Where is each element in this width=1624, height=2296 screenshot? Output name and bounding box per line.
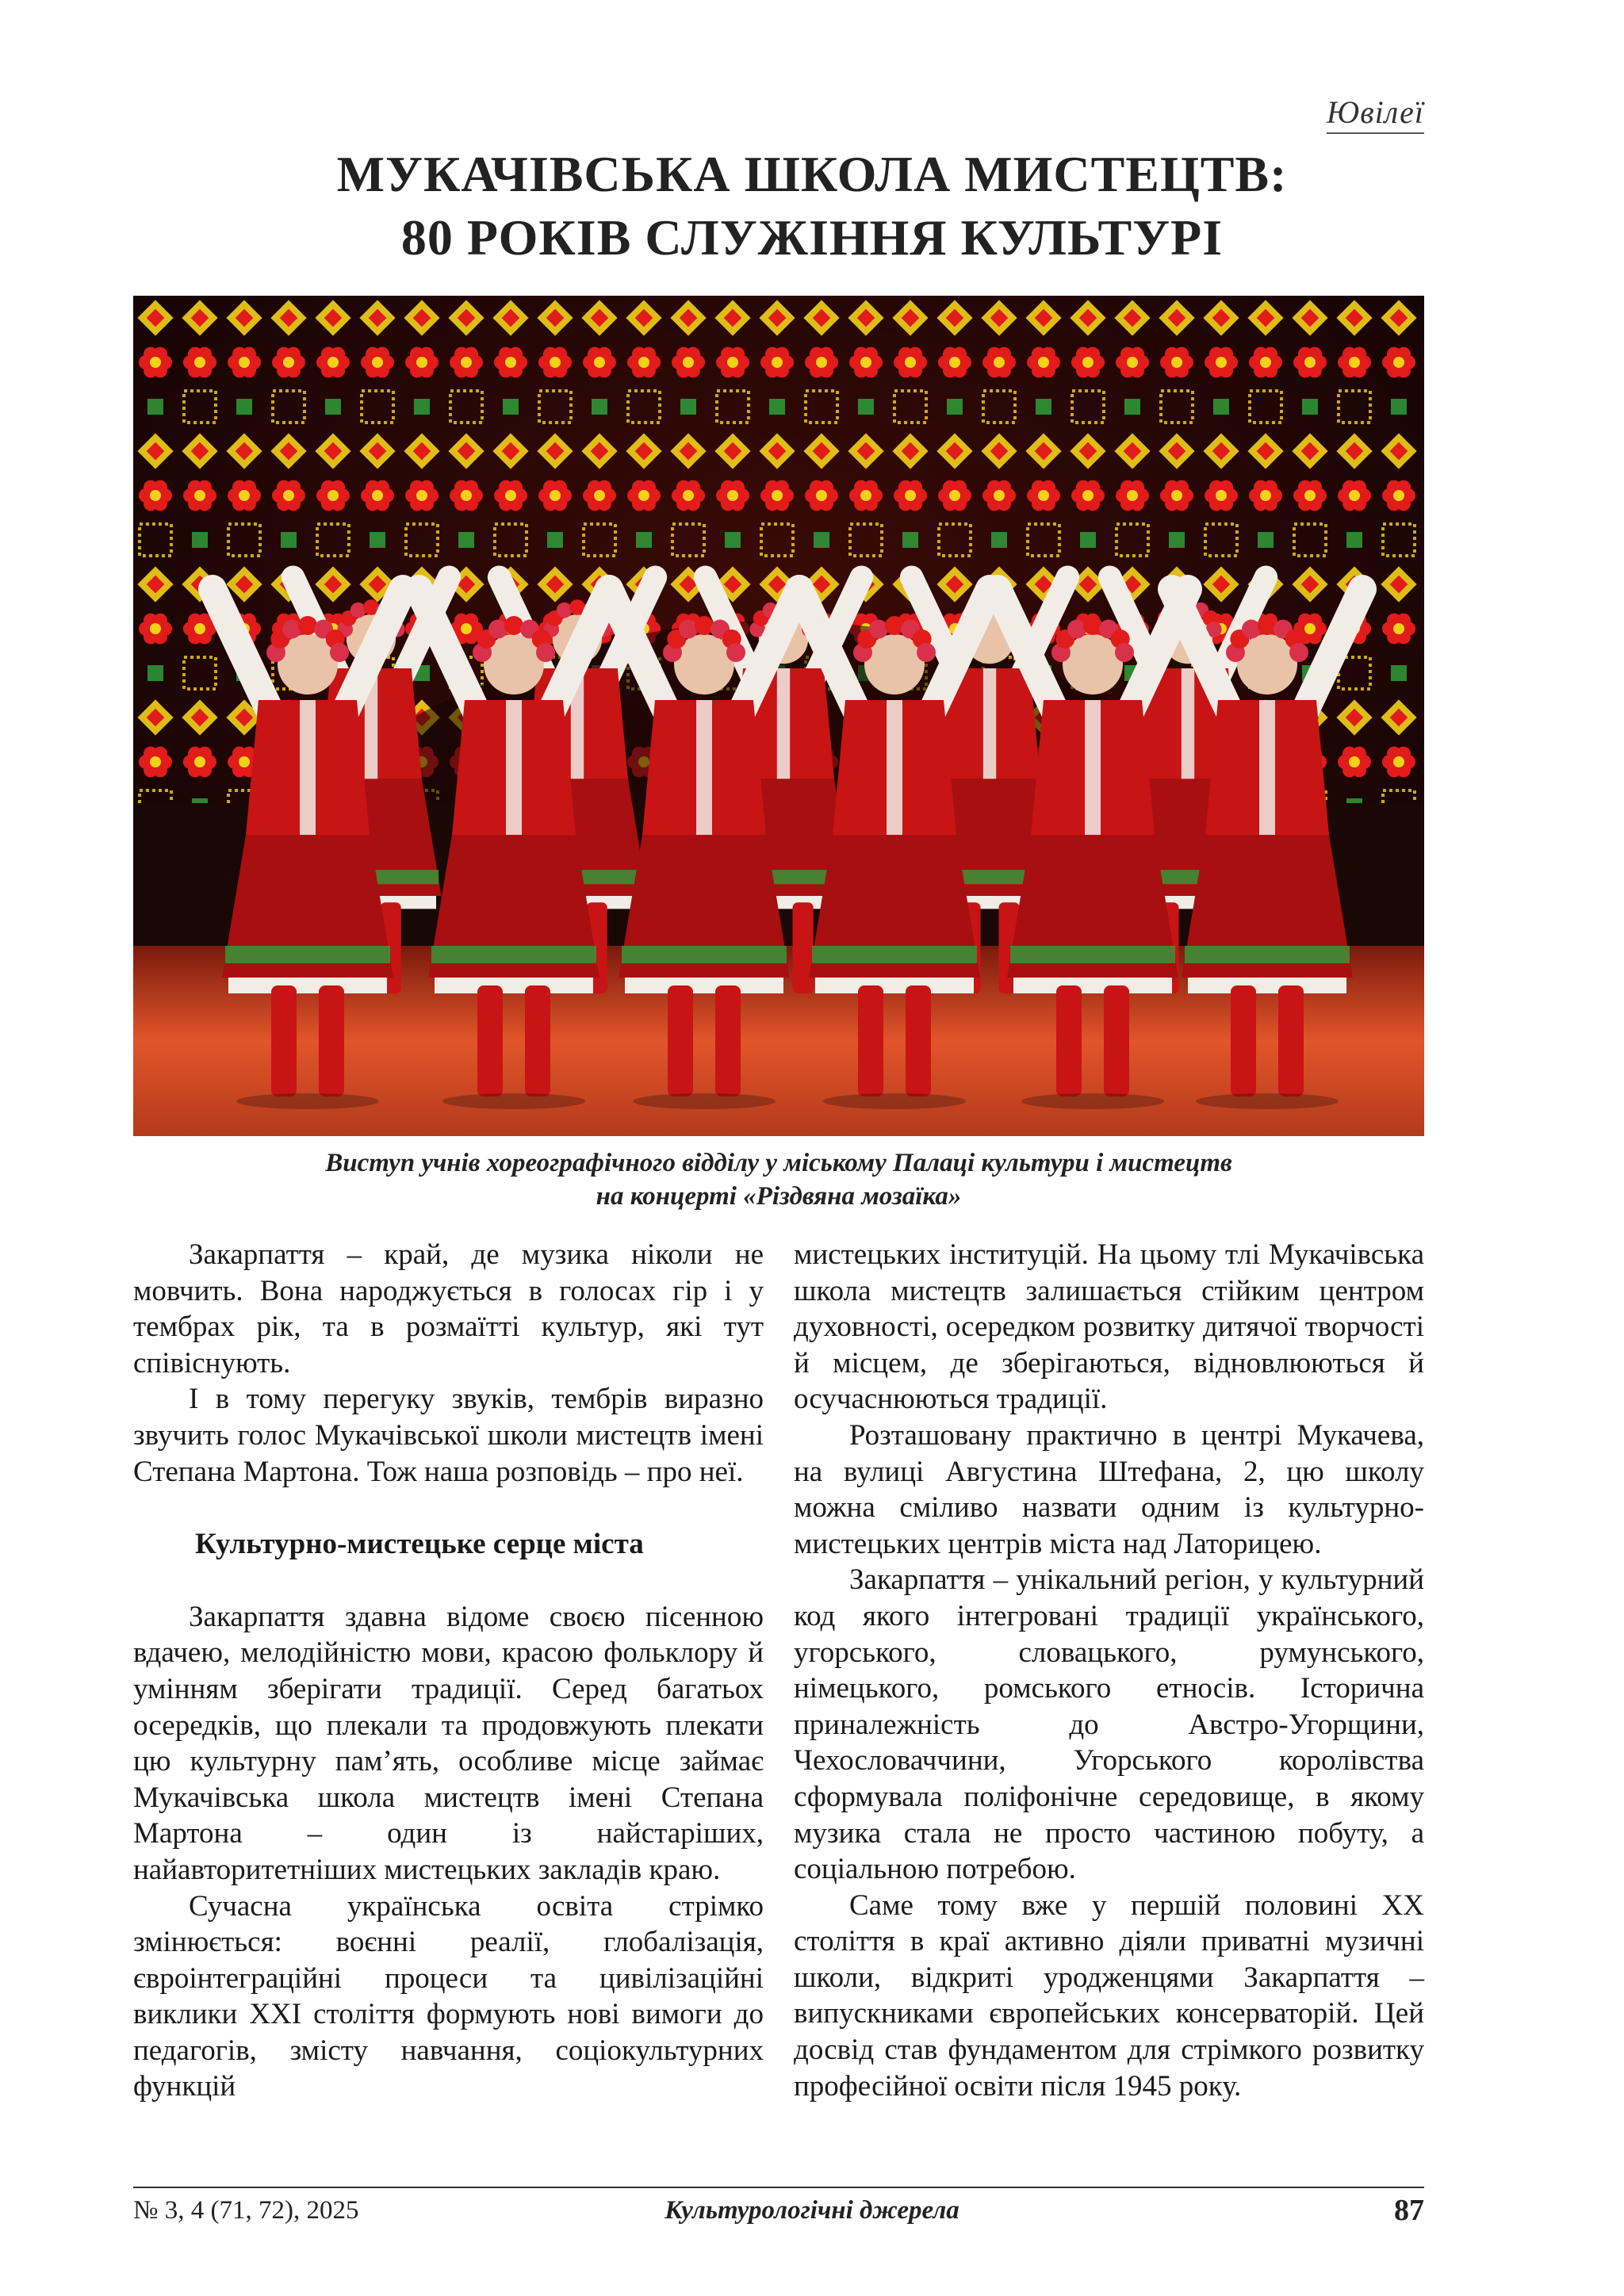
- caption-line-1: Виступ учнів хореографічного відділу у міському Палаці культури і мистецтв: [325, 1149, 1232, 1177]
- title-line-2: 80 РОКІВ СЛУЖІННЯ КУЛЬТУРІ: [400, 209, 1224, 266]
- paragraph: Розташовану практично в центрі Мукачева, на вулиці Августина Штефана, 2, цю школу можна сміливо назвати одним із культурно-мистецьких центрів міста над Латорицею.: [794, 1418, 1424, 1560]
- caption-line-2: на концерті «Різдвяна мозаїка»: [596, 1182, 962, 1211]
- article-title: [0, 143, 1624, 270]
- footer-issue: № 3, 4 (71, 72), 2025: [133, 2196, 359, 2225]
- photo-caption: [133, 1146, 1424, 1213]
- paragraph: Сучасна українська освіта стрімко змінюється: воєнні реалії, глобалізація, євроінтеграційні процеси та цивілізаційні виклики XXI століття формують нові вимоги до педагогів, змісту навчання, соціокультурних функцій: [133, 1889, 764, 2103]
- paragraph-continued: мистецьких інституцій. На цьому тлі Мукачівська школа мистецтв залишається стійким центром духовності, осередком розвитку дитячої творчості й місцем, де зберігаються, відновлюються й осучаснюються традиції.: [794, 1238, 1424, 1416]
- paragraph: Саме тому вже у першій половині XX століття в краї активно діяли приватні музичні школи, відкриті уродженцями Закарпаття – випускниками європейських консерваторій. Цей досвід став фундаментом для стрімкого розвитку професійної освіти після 1945 року.: [794, 1888, 1424, 2103]
- footer-divider: [133, 2187, 1424, 2188]
- right-column: [794, 1237, 1424, 2104]
- performance-photo: [133, 296, 1424, 1136]
- section-tag: Ювілеї: [1327, 94, 1424, 134]
- left-column: [133, 1237, 764, 2105]
- paragraph: Закарпаття – унікальний регіон, у культурний код якого інтегровані традиції українського, угорського, словацького, румунського, німецького, ромського етносів. Історична приналежність до Австро-Угорщини, Чехословаччини, Угорського королівства сформувала поліфонічне середовище, в якому музика стала не просто частиною побуту, а соціальною потребою.: [794, 1563, 1424, 1886]
- paragraph: Закарпаття здавна відоме своєю пісенною вдачею, мелодійністю мови, красою фольклору й умінням зберігати традиції. Серед багатьох осередків, що плекали та продовжують плекати цю культурну пам’ять, особливе місце займає Мукачівська школа мистецтв імені Степана Мартона – один із найстаріших, найавторитетніших мистецьких закладів краю.: [133, 1600, 764, 1886]
- page-number: 87: [1394, 2194, 1424, 2227]
- title-line-1: МУКАЧІВСЬКА ШКОЛА МИСТЕЦТВ:: [336, 146, 1288, 202]
- paragraph: І в тому перегуку звуків, тембрів виразно звучить голос Мукачівської школи мистецтв імені Степана Мартона. Тож наша розповідь – про неї.: [133, 1383, 764, 1488]
- paragraph: Закарпаття – край, де музика ніколи не мовчить. Вона народжується в голосах гір і у тембрах рік, та в розмаїтті культур, які тут співіснують.: [133, 1238, 764, 1380]
- footer-journal-title: Культурологічні джерела: [665, 2196, 959, 2225]
- photo-illustration: [133, 296, 1424, 1136]
- section-subheading: Культурно-мистецьке серце міста: [195, 1528, 644, 1561]
